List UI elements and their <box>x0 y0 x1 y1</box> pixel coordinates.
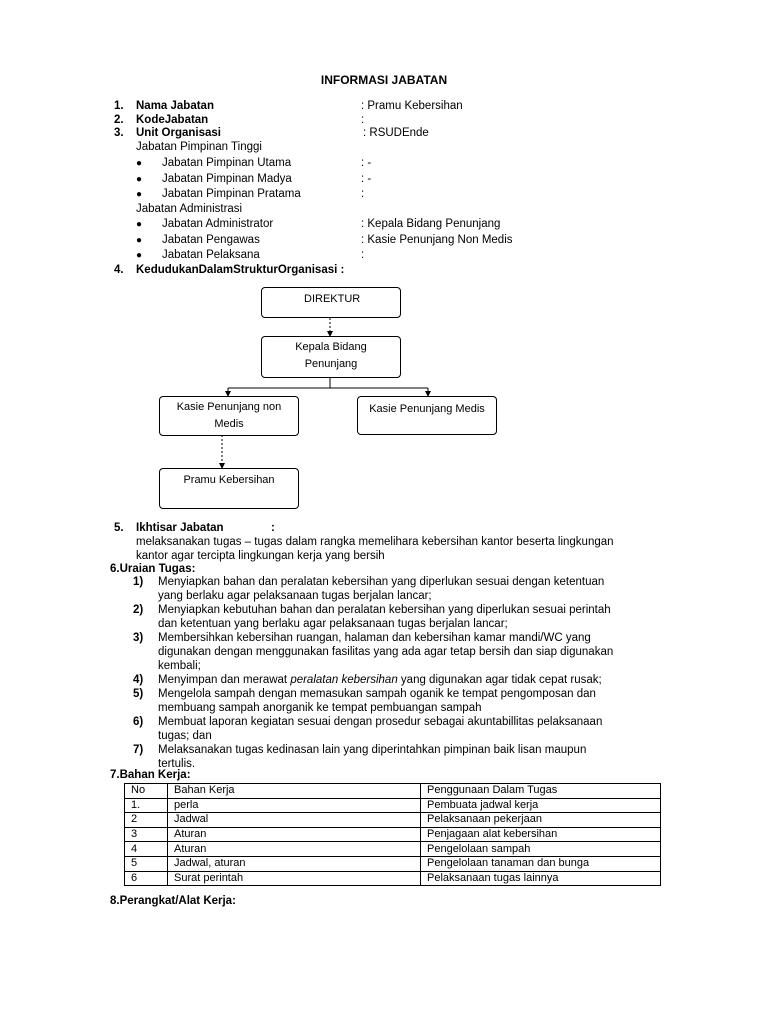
uraian-num-7: 7) <box>133 744 144 756</box>
uraian-num-4: 4) <box>133 674 144 686</box>
org-non-medis-line2: Medis <box>214 418 244 430</box>
uraian-6-line2: tugas; dan <box>158 730 212 742</box>
cell-bahan: Aturan <box>168 827 421 842</box>
org-box-kasie-non-medis <box>159 396 299 436</box>
administrator-value: : Kepala Bidang Penunjang <box>361 218 501 230</box>
bullet-icon: ● <box>136 174 143 185</box>
pimpinan-madya-value: : - <box>361 173 372 185</box>
cell-penggunaan: Pelaksanaan pekerjaan <box>421 813 661 828</box>
table-row <box>125 871 661 886</box>
uraian-3-line3: kembali; <box>158 660 201 672</box>
col-header-penggunaan: Penggunaan Dalam Tugas <box>421 784 661 799</box>
cell-bahan: Jadwal <box>168 813 421 828</box>
kedudukan-label: KedudukanDalamStrukturOrganisasi : <box>136 264 345 276</box>
kedudukan-num: 4. <box>114 264 124 276</box>
cell-no: 2 <box>125 813 168 828</box>
table-header-row <box>125 784 661 799</box>
uraian-7-line2: tertulis. <box>158 758 196 770</box>
cell-penggunaan: Pembuata jadwal kerja <box>421 798 661 813</box>
table-row <box>125 813 661 828</box>
uraian-2-line2: dan ketentuan yang berlaku agar pelaksanaan tugas berjalan lancar; <box>158 618 508 630</box>
uraian-3-line1: Membersihkan kebersihan ruangan, halaman dan kebersihan kamar mandi/WC yang <box>158 632 591 644</box>
uraian-3-line2: digunakan dengan menggunakan fasilitas yang ada agar tetap bersih dan siap digunakan <box>158 646 614 658</box>
org-box-kepala-bidang <box>261 336 401 378</box>
org-kepala-line2: Penunjang <box>304 358 358 370</box>
ikhtisar-label: Ikhtisar Jabatan <box>136 522 224 534</box>
uraian-5-line2: membuang sampah anorganik ke tempat pembuangan sampah <box>158 702 482 714</box>
pimpinan-utama-value: : - <box>361 157 372 169</box>
org-medis-label: Kasie Penunjang Medis <box>369 403 485 415</box>
bullet-icon: ● <box>136 189 143 200</box>
uraian-7-line1: Melaksanakan tugas kedinasan lain yang diperintahkan pimpinan baik lisan maupun <box>158 744 587 756</box>
org-non-medis-line1: Kasie Penunjang non <box>176 401 282 413</box>
pelaksana-label: Jabatan Pelaksana <box>162 249 260 261</box>
org-box-pramu-kebersihan <box>159 468 299 509</box>
cell-penggunaan: Pengelolaan sampah <box>421 842 661 857</box>
cell-no: 4 <box>125 842 168 857</box>
field-num-2: 2. <box>114 114 124 126</box>
uraian-4-pre: Menyimpan dan merawat <box>158 674 291 686</box>
administrasi-heading: Jabatan Administrasi <box>136 203 243 215</box>
uraian-6-line1: Membuat laporan kegiatan sesuai dengan prosedur sebagai akuntabillitas pelaksanaan <box>158 716 603 728</box>
pimpinan-madya-label: Jabatan Pimpinan Madya <box>162 173 292 185</box>
uraian-1-line2: yang berlaku agar pelaksanaan tugas berjalan lancar; <box>158 590 432 602</box>
uraian-num-5: 5) <box>133 688 144 700</box>
cell-bahan: Jadwal, aturan <box>168 856 421 871</box>
cell-no: 1. <box>125 798 168 813</box>
pimpinan-pratama-value: : <box>361 188 365 200</box>
cell-no: 3 <box>125 827 168 842</box>
cell-bahan: perla <box>168 798 421 813</box>
pelaksana-value: : <box>361 249 365 261</box>
table-row <box>125 798 661 813</box>
field-num-3: 3. <box>114 127 124 139</box>
org-pramu-label: Pramu Kebersihan <box>183 474 275 486</box>
administrator-label: Jabatan Administrator <box>162 218 274 230</box>
col-header-no: No <box>125 784 168 799</box>
org-direktur-label: DIREKTUR <box>304 293 361 305</box>
uraian-heading: 6.Uraian Tugas: <box>110 563 196 575</box>
cell-bahan: Surat perintah <box>168 871 421 886</box>
uraian-num-2: 2) <box>133 604 144 616</box>
field-label-kode-jabatan: KodeJabatan <box>136 114 209 126</box>
ikhtisar-line1: melaksanakan tugas – tugas dalam rangka memelihara kebersihan kantor beserta lingkungan <box>136 536 614 548</box>
bullet-icon: ● <box>136 219 143 230</box>
ikhtisar-line2: kantor agar tercipta lingkungan kerja yang bersih <box>136 550 385 562</box>
pengawas-label: Jabatan Pengawas <box>162 234 260 246</box>
field-value-nama-jabatan: : Pramu Kebersihan <box>361 100 463 112</box>
field-label-nama-jabatan: Nama Jabatan <box>136 100 214 112</box>
bullet-icon: ● <box>136 250 143 261</box>
uraian-4-post: yang digunakan agar tidak cepat rusak; <box>397 674 602 686</box>
org-box-direktur <box>261 287 401 318</box>
uraian-5-line1: Mengelola sampah dengan memasukan sampah oganik ke tempat pengomposan dan <box>158 688 596 700</box>
cell-penggunaan: Pengelolaan tanaman dan bunga <box>421 856 661 871</box>
perangkat-heading: 8.Perangkat/Alat Kerja: <box>110 895 236 907</box>
uraian-4-italic: peralatan kebersihan <box>290 674 398 686</box>
ikhtisar-colon: : <box>271 522 275 534</box>
table-row <box>125 856 661 871</box>
ikhtisar-num: 5. <box>114 522 124 534</box>
table-row <box>125 842 661 857</box>
col-header-bahan: Bahan Kerja <box>168 784 421 799</box>
cell-penggunaan: Penjagaan alat kebersihan <box>421 827 661 842</box>
uraian-2-line1: Menyiapkan kebutuhan bahan dan peralatan kebersihan yang diperlukan sesuai perintah <box>158 604 611 616</box>
page-title: INFORMASI JABATAN <box>320 73 448 87</box>
table-row <box>125 827 661 842</box>
uraian-num-3: 3) <box>133 632 144 644</box>
cell-no: 6 <box>125 871 168 886</box>
pengawas-value: : Kasie Penunjang Non Medis <box>361 234 513 246</box>
field-num-1: 1. <box>114 100 124 112</box>
org-box-kasie-medis <box>357 396 497 435</box>
cell-bahan: Aturan <box>168 842 421 857</box>
uraian-4-line1 <box>158 674 602 686</box>
bullet-icon: ● <box>136 235 143 246</box>
pimpinan-pratama-label: Jabatan Pimpinan Pratama <box>162 188 301 200</box>
pimpinan-utama-label: Jabatan Pimpinan Utama <box>162 157 292 169</box>
field-value-kode-jabatan: : <box>361 114 365 126</box>
cell-no: 5 <box>125 856 168 871</box>
cell-penggunaan: Pelaksanaan tugas lainnya <box>421 871 661 886</box>
bahan-heading: 7.Bahan Kerja: <box>110 769 191 781</box>
bahan-kerja-table <box>124 783 661 886</box>
field-value-unit-organisasi: : RSUDEnde <box>363 127 429 139</box>
org-kepala-line1: Kepala Bidang <box>295 341 367 353</box>
field-label-unit-organisasi: Unit Organisasi <box>136 127 221 139</box>
uraian-1-line1: Menyiapkan bahan dan peralatan kebersihan yang diperlukan sesuai dengan ketentuan <box>158 576 605 588</box>
pimpinan-tinggi-heading: Jabatan Pimpinan Tinggi <box>136 141 262 153</box>
uraian-num-1: 1) <box>133 576 144 588</box>
bullet-icon: ● <box>136 158 143 169</box>
uraian-num-6: 6) <box>133 716 144 728</box>
